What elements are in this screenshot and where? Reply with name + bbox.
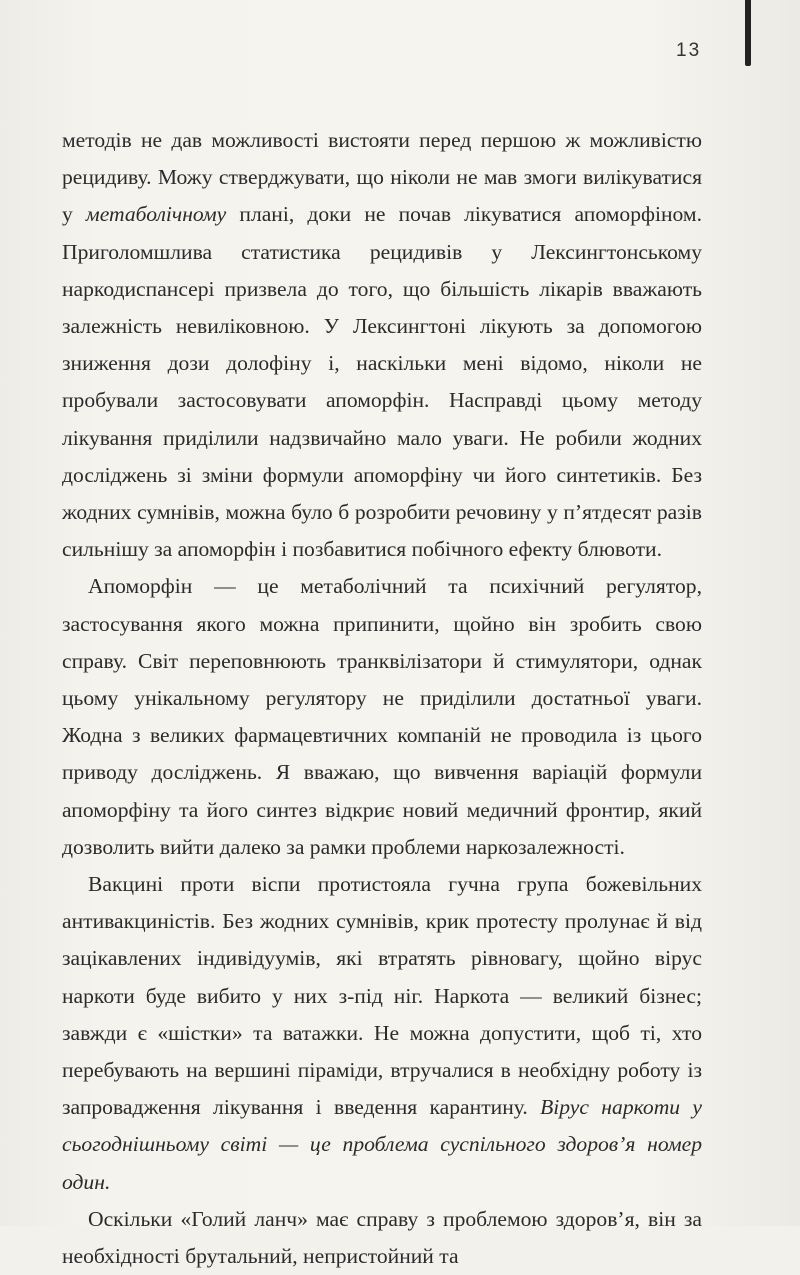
text-segment: Вакцині проти віспи протистояла гучна група божевільних антивакциністів. Без жодних сумнівів, крик протесту пролунає й від зацікавлених індивідуумів, які втратять рівновагу, щойно вірус наркоти буде вибито у них з-під ніг. Наркота — великий бізнес; завжди є «шістки» та ватажки. Не можна допустити, щоб ті, хто перебувають на вершині піраміди, втручалися в необхідну роботу із запровадження лікування і введення карантину. — [62, 872, 702, 1120]
paragraph — [62, 568, 702, 866]
italic-segment: Вірус наркоти у сьогоднішньому світі — це проблема суспільного здоров’я номер один. — [62, 1095, 702, 1194]
italic-segment: метаболічному — [85, 202, 227, 227]
text-segment: Оскільки «Голий ланч» має справу з проблемою здоров’я, він за необхідності брутальний, непристойний та — [62, 1206, 702, 1269]
page-edge-marker — [745, 0, 751, 66]
paragraph — [62, 1201, 702, 1275]
text-segment: методів не дав можливості вистояти перед першою ж можливістю рецидиву. Можу стверджувати, що ніколи не мав змоги вилікуватися у — [62, 128, 702, 227]
page-number: 13 — [676, 40, 702, 61]
text-segment: Апоморфін — це метаболічний та психічний регулятор, застосування якого можна припинити, щойно він зробить свою справу. Світ переповнюють транквілізатори й стимулятори, однак цьому унікальному регулятору не приділили достатньої уваги. Жодна з великих фармацевтичних компаній не проводила із цього приводу досліджень. Я вважаю, що вивчення варіацій формули апоморфіну та його синтез відкриє новий медичний фронтир, який дозволить вийти далеко за рамки проблеми наркозалежності. — [62, 574, 702, 859]
paragraph — [62, 866, 702, 1201]
text-segment: плані, доки не почав лікуватися апоморфіном. Приголомшлива статистика рецидивів у Лексингтонському наркодиспансері призвела до того, що більшість лікарів вважають залежність невиліковною. У Лексингтоні лікують за допомогою зниження дози долофіну і, наскільки мені відомо, ніколи не пробували застосовувати апоморфін. Насправді цьому методу лікування приділили надзвичайно мало уваги. Не робили жодних досліджень зі зміни формули апоморфіну чи його синтетиків. Без жодних сумнівів, можна було б розробити речовину у п’ятдесят разів сильнішу за апоморфін і позбавитися побічного ефекту блювоти. — [62, 202, 702, 562]
body-text — [62, 122, 702, 1275]
paragraph — [62, 122, 702, 568]
